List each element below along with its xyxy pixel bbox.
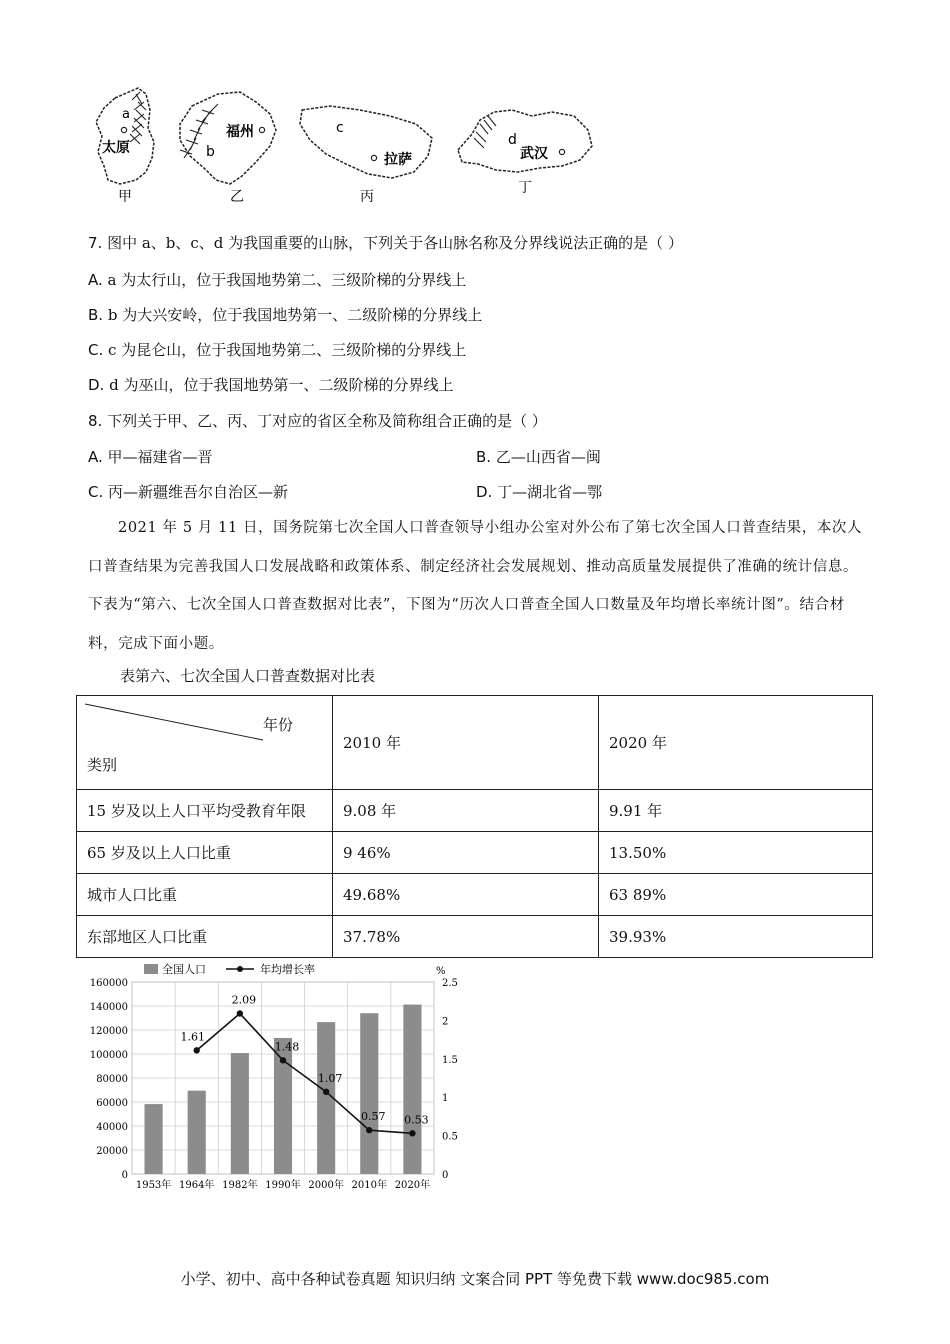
- q8-option-a[interactable]: [88, 447, 213, 467]
- city-dot-wuhan: [559, 149, 564, 154]
- y-right-tick-label: 0.5: [442, 1131, 458, 1143]
- growth-rate-label: 1.48: [274, 1040, 300, 1054]
- cell-value: 39.93%: [599, 916, 873, 958]
- option-key: A.: [88, 448, 103, 466]
- option-text: 丁—湖北省—鄂: [497, 483, 603, 501]
- option-text: 乙—山西省—闽: [495, 448, 601, 466]
- column-header: 2020 年: [599, 696, 873, 790]
- cell-value: 9 46%: [333, 832, 599, 874]
- legend-swatch-growth-point: [237, 966, 243, 972]
- label-a: a: [122, 107, 130, 122]
- city-dot-lasa: [371, 155, 376, 160]
- legend-label-population: 全国人口: [162, 963, 206, 976]
- q7-number: 7.: [88, 234, 103, 252]
- legend-swatch-population: [144, 964, 158, 974]
- row-label: 城市人口比重: [77, 874, 333, 916]
- table-row: [77, 790, 873, 832]
- table-title: 表第六、七次全国人口普查数据对比表: [120, 667, 376, 685]
- table-row: [77, 916, 873, 958]
- x-tick-label: 1982年: [222, 1180, 258, 1191]
- option-text: b 为大兴安岭，位于我国地势第一、二级阶梯的分界线上: [107, 306, 483, 324]
- q8-option-c[interactable]: [88, 482, 288, 502]
- q7-option-a[interactable]: [88, 270, 466, 290]
- map-bing: [300, 106, 432, 205]
- option-text: a 为太行山，位于我国地势第二、三级阶梯的分界线上: [107, 271, 467, 289]
- q8-stem: 下列关于甲、乙、丙、丁对应的省区全称及简称组合正确的是（ ）: [107, 412, 547, 430]
- bar-population: [188, 1091, 206, 1174]
- label-b: b: [206, 144, 215, 160]
- label-fuzhou: 福州: [226, 124, 254, 140]
- q7-stem-line: [88, 233, 683, 253]
- cell-value: 49.68%: [333, 874, 599, 916]
- y-left-tick-label: 40000: [96, 1122, 128, 1133]
- table-row: [77, 832, 873, 874]
- growth-rate-point: [194, 1047, 200, 1053]
- cell-value: 9.91 年: [599, 790, 873, 832]
- table-corner-cell: [77, 696, 333, 790]
- cell-value: 63 89%: [599, 874, 873, 916]
- footer-text: 小学、初中、高中各种试卷真题 知识归纳 文案合同 PPT 等免费下载 www.doc985.com: [180, 1270, 770, 1288]
- cell-value: 37.78%: [333, 916, 599, 958]
- label-taiyuan: 太原: [102, 140, 130, 156]
- header-category: 类别: [87, 756, 118, 774]
- label-jia: 甲: [118, 189, 132, 205]
- q7-option-c[interactable]: [88, 340, 466, 360]
- option-key: C.: [88, 341, 104, 359]
- y-right-tick-label: 0: [442, 1170, 449, 1181]
- option-text: 甲—福建省—晋: [107, 448, 213, 466]
- option-text: c 为昆仑山，位于我国地势第二、三级阶梯的分界线上: [108, 341, 467, 359]
- label-yi: 乙: [230, 189, 244, 205]
- x-tick-label: 2000年: [308, 1180, 344, 1191]
- cell-value: 9.08 年: [333, 790, 599, 832]
- growth-rate-label: 0.53: [404, 1113, 429, 1127]
- option-key: B.: [88, 306, 104, 324]
- row-label: 65 岁及以上人口比重: [77, 832, 333, 874]
- map-ding: [458, 110, 592, 196]
- y-left-tick-label: 140000: [89, 1002, 128, 1013]
- map-yi: [180, 92, 276, 205]
- option-key: C.: [88, 483, 104, 501]
- bar-population: [145, 1104, 163, 1174]
- city-dot-taiyuan: [121, 127, 126, 132]
- growth-rate-point: [366, 1127, 372, 1133]
- row-label: 东部地区人口比重: [77, 916, 333, 958]
- y-left-tick-label: 20000: [96, 1146, 128, 1157]
- growth-rate-label: 0.57: [361, 1110, 386, 1124]
- chart-legend: [144, 962, 315, 976]
- population-census-chart: [82, 958, 472, 1198]
- cell-value: 13.50%: [599, 832, 873, 874]
- y-right-tick-label: 2.5: [442, 978, 458, 989]
- growth-rate-label: 2.09: [231, 993, 257, 1007]
- growth-rate-point: [409, 1130, 415, 1136]
- option-key: D.: [476, 483, 493, 501]
- x-tick-label: 1990年: [265, 1180, 301, 1191]
- growth-rate-point: [323, 1089, 329, 1095]
- q7-option-d[interactable]: [88, 375, 453, 395]
- growth-rate-label: 1.07: [317, 1071, 343, 1085]
- q7-option-b[interactable]: [88, 305, 482, 325]
- material-paragraph: 2021 年 5 月 11 日，国务院第七次全国人口普查领导小组办公室对外公布了第七次全国人口普查结果，本次人口普查结果为完善我国人口发展战略和政策体系、制定经济社会发展规划、推动高质量发展提供了准确的统计信息。下表为“第六、七次全国人口普查数据对比表”，下图为“历次人口普查全国人口数量及年均增长率统计图”。结合材料，完成下面小题。: [88, 520, 863, 652]
- q8-option-b[interactable]: [476, 447, 601, 467]
- bar-population: [360, 1013, 378, 1174]
- x-tick-label: 1964年: [178, 1180, 215, 1191]
- header-year: 年份: [263, 716, 294, 734]
- x-tick-label: 1953年: [135, 1180, 172, 1191]
- y-left-tick-label: 120000: [89, 1026, 128, 1037]
- label-ding: 丁: [518, 180, 532, 196]
- option-key: B.: [476, 448, 492, 466]
- q8-option-d[interactable]: [476, 482, 602, 502]
- q8-stem-line: [88, 411, 547, 431]
- bar-population: [231, 1053, 249, 1174]
- x-tick-label: 2010年: [351, 1180, 388, 1191]
- city-dot-fuzhou: [259, 127, 264, 132]
- y-left-tick-label: 60000: [96, 1098, 128, 1109]
- option-key: A.: [88, 271, 103, 289]
- y-right-unit: %: [436, 966, 446, 977]
- growth-rate-label: 1.61: [180, 1030, 205, 1044]
- y-left-tick-label: 80000: [96, 1074, 128, 1085]
- map-jia: [96, 88, 154, 205]
- label-lasa: 拉萨: [384, 152, 412, 168]
- province-maps: [80, 80, 610, 210]
- column-header: 2010 年: [333, 696, 599, 790]
- label-d: d: [508, 132, 517, 148]
- bar-population: [403, 1005, 421, 1174]
- table-header-row: [77, 696, 873, 790]
- table-row: [77, 874, 873, 916]
- census-comparison-table: [76, 695, 873, 958]
- y-left-tick-label: 0: [121, 1170, 128, 1181]
- label-c: c: [336, 120, 344, 136]
- row-label: 15 岁及以上人口平均受教育年限: [77, 790, 333, 832]
- y-right-tick-label: 1: [442, 1093, 449, 1105]
- label-bing: 丙: [360, 189, 374, 205]
- y-left-tick-label: 100000: [89, 1050, 128, 1061]
- y-right-tick-label: 2: [442, 1016, 449, 1028]
- option-text: 丙—新疆维吾尔自治区—新: [108, 483, 289, 501]
- growth-rate-point: [280, 1057, 286, 1063]
- legend-label-growth: 年均增长率: [260, 963, 315, 976]
- q8-number: 8.: [88, 412, 103, 430]
- growth-rate-point: [237, 1010, 243, 1016]
- option-text: d 为巫山，位于我国地势第一、二级阶梯的分界线上: [109, 376, 454, 394]
- corner-diagonal-line: [77, 696, 342, 790]
- q7-stem: 图中 a、b、c、d 为我国重要的山脉，下列关于各山脉名称及分界线说法正确的是（ ）: [107, 234, 683, 252]
- x-tick-label: 2020年: [394, 1180, 431, 1191]
- label-wuhan: 武汉: [520, 146, 548, 162]
- option-key: D.: [88, 376, 105, 394]
- y-left-tick-label: 160000: [89, 978, 128, 989]
- y-right-tick-label: 1.5: [442, 1054, 458, 1066]
